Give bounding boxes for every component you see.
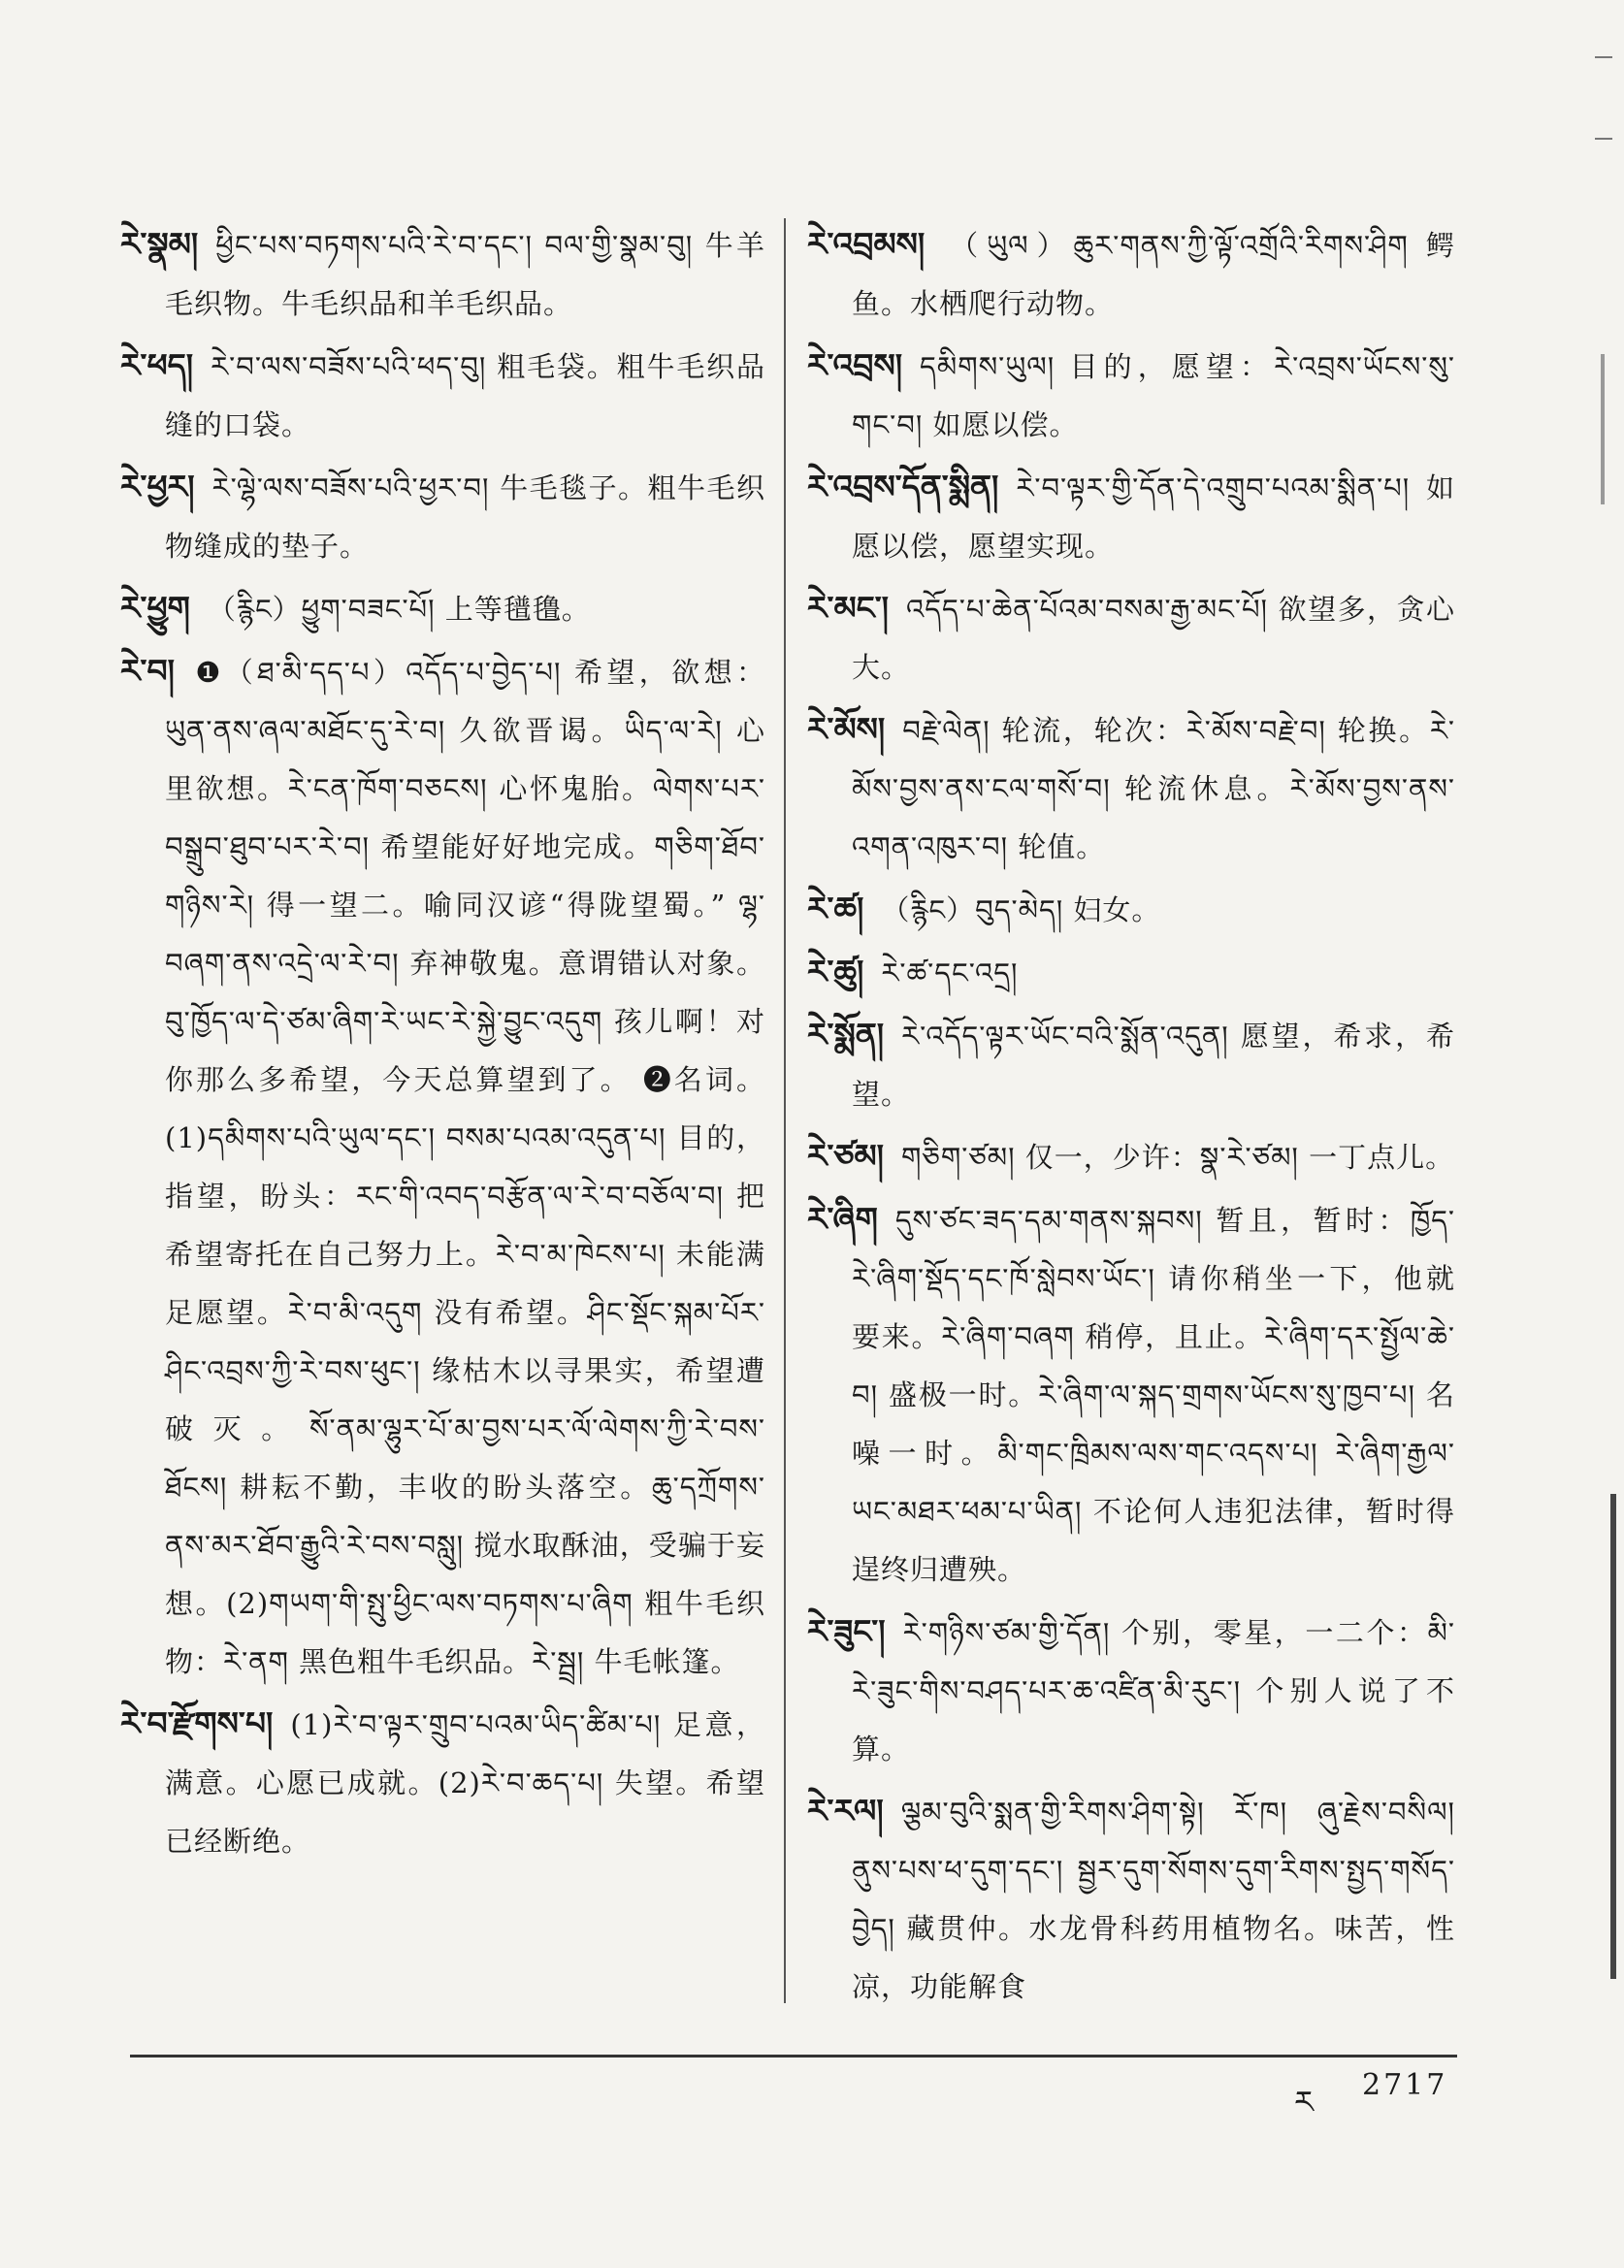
dictionary-entry <box>120 337 765 454</box>
entry-headword: རེ་འབྲམས། <box>807 225 926 263</box>
entry-headword: རེ་ཕད། <box>120 346 194 384</box>
entry-headword: རེ་རལ། <box>807 1792 884 1830</box>
dictionary-entry <box>807 1127 1455 1186</box>
dictionary-entry <box>807 337 1455 454</box>
entry-definition: ལྕམ་བུའི་སྨན་གྱི་རིགས་ཤིག་སྟེ། རོ་ཁ། ཞུ་རྗེས་བསིལ། ནུས་པས་ཕ་དུག་དང་། སྦྱར་དུག་སོགས་དུག་རིགས་སྤྱད་གསོད་བྱེད། 藏贯仲。水龙骨科药用植物名。味苦，性凉，功能解食 <box>852 1796 1455 2003</box>
entry-definition: རེ་བ་ལྟར་གྱི་དོན་དེ་འགྲུབ་པའམ་སྨིན་པ། 如愿以偿，愿望实现。 <box>852 471 1455 563</box>
entry-headword: རེ་འབྲས། <box>807 346 903 384</box>
entry-definition: (1)རེ་བ་ལྟར་གྲུབ་པའམ་ཡིད་ཚིམ་པ། 足意，满意。心愿已成就。(2)རེ་བ་ཆད་པ། 失望。希望已经断绝。 <box>165 1708 765 1858</box>
entry-definition: （ཡུལ）ཆུར་གནས་ཀྱི་ལྟོ་འགྲོའི་རིགས་ཤིག 鳄鱼。水栖爬行动物。 <box>852 229 1455 320</box>
entry-definition: གཅིག་ཙམ། 仅一，少许：སྣ་རེ་ཙམ། 一丁点儿。 <box>900 1141 1455 1174</box>
entry-definition: （རྙིང）ཕྱུག་བཟང་པོ། 上等氆氇。 <box>207 593 591 626</box>
entry-definition: རེ་ཚ་དང་འདྲ། <box>881 956 1019 989</box>
scan-edge-mark <box>1595 138 1612 140</box>
dictionary-entry <box>807 458 1455 575</box>
entry-headword: རེ་ཚ། <box>807 890 864 927</box>
dictionary-entry <box>120 1695 765 1870</box>
left-column <box>120 215 765 1874</box>
scan-edge-mark <box>1601 354 1605 504</box>
entry-headword: རེ་ཕྱར། <box>120 468 195 505</box>
entry-headword: རེ་ཟུང་། <box>807 1612 886 1650</box>
dictionary-entry <box>807 943 1455 1002</box>
scan-edge-mark <box>1595 56 1612 58</box>
dictionary-entry <box>120 458 765 575</box>
dictionary-entry <box>807 215 1455 333</box>
dictionary-entry <box>807 1782 1455 2016</box>
entry-definition: རེ་གཉིས་ཙམ་གྱི་དོན། 个别，零星，一二个：མི་རེ་ཟུང་གིས་བཤད་པར་ཆ་འཛིན་མི་རུང་། 个别人说了不算。 <box>852 1616 1455 1766</box>
dictionary-entry <box>807 880 1455 939</box>
entry-headword: རེ་བ། <box>120 652 175 690</box>
page-number: 2717 <box>1362 2068 1448 2102</box>
entry-definition: དམིགས་ཡུལ། 目的，愿望：རེ་འབྲས་ཡོངས་སུ་གང་བ། 如愿以偿。 <box>852 350 1455 441</box>
scan-edge-mark <box>1610 1494 1616 1979</box>
entry-definition: བརྗེ་ལེན། 轮流，轮次：རེ་མོས་བརྗེ་བ། 轮换。རེ་མོས་བྱས་ནས་ངལ་གསོ་བ། 轮流休息。རེ་མོས་བྱས་ནས་འགན་འཁུར་བ། 轮值。 <box>852 714 1455 863</box>
entry-definition: ❶（ཐ་མི་དད་པ）འདོད་པ་བྱེད་པ། 希望，欲想：ཡུན་ནས་ཞལ་མཐོང་དུ་རེ་བ། 久欲晋谒。ཡིད་ལ་རེ། 心里欲想。རེ་ངན་ཁོག་བཅངས། 心怀鬼胎。ལེགས་པར་བསྒྲུབ་ཐུབ་པར་རེ་བ། 希望能好好地完成。གཅིག་ཐོབ་གཉིས་རེ། 得一望二。喻同汉谚“得陇望蜀。” ལྷ་བཞག་ནས་འདྲེ་ལ་རེ་བ། 弃神敬鬼。意谓错认对象。བུ་ཁྱོད་ལ་དེ་ཙམ་ཞིག་རེ་ཡང་རེ་སྐྱེ་བྱུང་འདུག 孩儿啊！对你那么多希望，今天总算望到了。 ❷名词。(1)དམིགས་པའི་ཡུལ་དང་། བསམ་པའམ་འདུན་པ། 目的，指望，盼头：རང་གི་འབད་བརྩོན་ལ་རེ་བ་བཅོལ་བ། 把希望寄托在自己努力上。རེ་བ་མ་ཁེངས་པ། 未能满足愿望。རེ་བ་མི་འདུག 没有希望。ཤིང་སྡོང་སྐམ་པོར་ཤིང་འབྲས་ཀྱི་རེ་བས་ཕུང་། 缘枯木以寻果实，希望遭破灭。སོ་ནམ་ལྷུར་པོ་མ་བྱས་པར་ལོ་ལེགས་ཀྱི་རེ་བས་ཐོངས། 耕耘不勤，丰收的盼头落空。ཆུ་དཀྲོགས་ནས་མར་ཐོབ་རྒྱུའི་རེ་བས་བསླུ། 搅水取酥油，受骗于妄想。(2)གཡག་གི་སྤུ་ཕྱིང་ལས་བཏགས་པ་ཞིག 粗牛毛织物：རེ་ནག 黑色粗牛毛织品。རེ་སྦྲ། 牛毛帐篷。 <box>165 656 765 1678</box>
entry-headword: རེ་འབྲས་དོན་སྨིན། <box>807 468 999 505</box>
entry-definition: རེ་བ་ལས་བཟོས་པའི་ཕད་བུ། 粗毛袋。粗牛毛织品缝的口袋。 <box>165 350 765 441</box>
entry-headword: རེ་ཙམ། <box>807 1137 884 1175</box>
entry-headword: རེ་ཕྱུག <box>120 589 190 627</box>
footer-rule <box>130 2055 1457 2057</box>
entry-headword: རེ་མོས། <box>807 710 886 748</box>
column-divider <box>784 218 786 2003</box>
entry-headword: རེ་ཞིག <box>807 1200 878 1238</box>
entry-definition: རེ་འདོད་ལྟར་ཡོང་བའི་སྨོན་འདུན། 愿望，希求，希望。 <box>852 1020 1455 1111</box>
entry-definition: རེ་ལྷེ་ལས་བཟོས་པའི་ཕྱར་བ། 牛毛毯子。粗牛毛织物缝成的垫子。 <box>165 471 765 563</box>
dictionary-entry <box>120 215 765 333</box>
entry-headword: རེ་བ་རྫོགས་པ། <box>120 1704 274 1742</box>
dictionary-entry <box>807 579 1455 697</box>
dictionary-entry <box>807 700 1455 876</box>
entry-definition: （རྙིང）བུད་མེད། 妇女。 <box>881 893 1161 926</box>
entry-headword: རེ་ཚུ། <box>807 953 864 990</box>
dictionary-entry <box>807 1190 1455 1599</box>
entry-headword: རེ་སྨོན། <box>807 1016 885 1053</box>
entry-headword: རེ་མང་། <box>807 589 889 627</box>
dictionary-entry <box>807 1603 1455 1778</box>
dictionary-entry <box>120 579 765 638</box>
dictionary-entry <box>120 642 765 1691</box>
entry-definition: དུས་ཙང་ཟད་དམ་གནས་སྐབས། 暂且，暂时：ཁྱོད་རེ་ཞིག་སྡོད་དང་ཁོ་སླེབས་ཡོང་། 请你稍坐一下，他就要来。རེ་ཞིག་བཞག 稍停，且止。རེ་ཞིག་དར་སྤྱོལ་ཆེ་བ། 盛极一时。རེ་ཞིག་ལ་སྐད་གྲགས་ཡོངས་སུ་ཁྱབ་པ། 名噪一时。མི་གང་ཁྲིམས་ལས་གང་འདས་པ། རེ་ཞིག་རྒྱལ་ཡང་མཐར་ཕམ་པ་ཡིན། 不论何人违犯法律，暂时得逞终归遭殃。 <box>852 1204 1455 1586</box>
right-column <box>807 215 1455 2020</box>
footer-letter: ར <box>1294 2084 1314 2121</box>
entry-definition: འདོད་པ་ཆེན་པོའམ་བསམ་རྒྱ་མང་པོ། 欲望多，贪心大。 <box>852 593 1455 684</box>
dictionary-entry <box>807 1006 1455 1123</box>
entry-headword: རེ་སྣམ། <box>120 225 199 263</box>
entry-definition: ཕྱིང་པས་བཏགས་པའི་རེ་བ་དང་། བལ་གྱི་སྣམ་བུ། 牛羊毛织物。牛毛织品和羊毛织品。 <box>165 229 765 320</box>
